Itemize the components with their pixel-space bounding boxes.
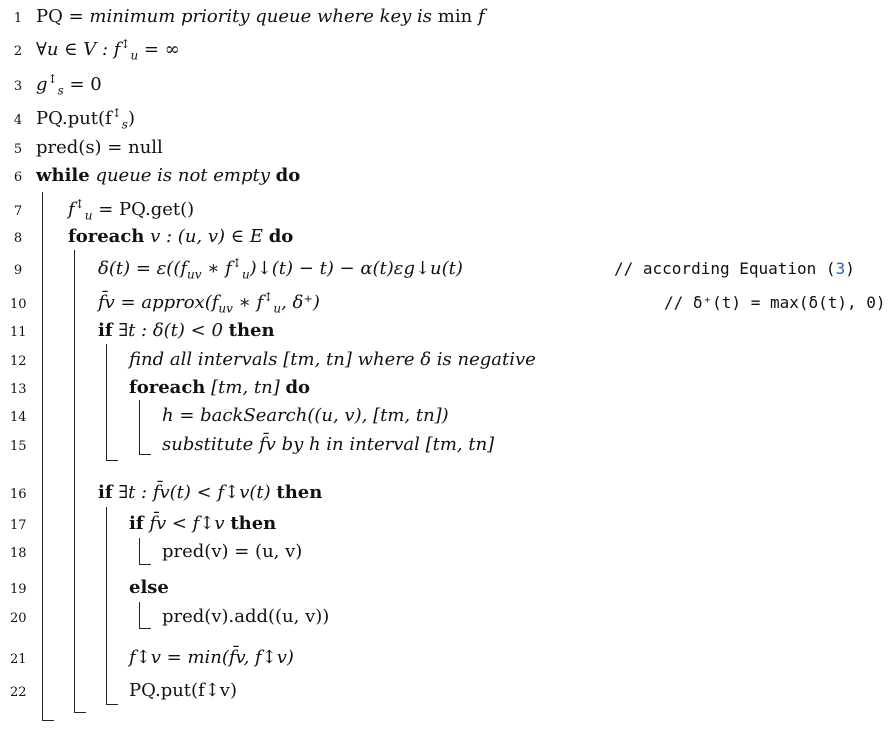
line-code [98,290,320,316]
line-tail: = ∞ [138,39,180,60]
line-italic-text: minimum priority queue where key is [89,6,433,27]
keyword-if: if [129,513,144,534]
line-text: f̄v < f↕v [143,513,231,534]
line-number: 1 [13,11,23,26]
line-number: 2 [13,44,23,59]
line-sub-uv: uv [187,267,202,282]
line-number: 5 [13,142,23,157]
line-code [98,480,322,506]
line-sup: ↕ [47,72,58,86]
line-text: PQ.put(f [36,108,112,129]
keyword-do: do [268,226,294,247]
line-number: 22 [10,685,27,700]
foreach-interval-block-end [139,454,151,455]
line-number: 13 [10,382,27,397]
line-sub: u [273,301,282,316]
line-text: PQ = [36,6,90,27]
line-code [129,511,276,537]
line-code [36,163,300,189]
line-sub-uv: uv [218,301,233,316]
line-sup: ↕ [111,106,122,120]
keyword-then: then [228,320,275,341]
line-number: 4 [13,113,23,128]
line-text: δ(t) = ε((f [98,258,188,279]
keyword-if: if [98,482,113,503]
line-number: 8 [13,231,23,246]
line-number: 12 [10,354,27,369]
keyword-do: do [275,165,301,186]
line-code [129,375,310,401]
line-code: find all intervals [tm, tn] where δ is negative [129,349,536,370]
if-delta-block-bar [106,344,107,460]
line-number: 18 [10,546,27,561]
keyword-then: then [276,482,323,503]
line-number: 14 [10,410,27,425]
line-number: 20 [10,611,27,626]
line-tail: ) [127,108,135,129]
line-text: f̄v = approx(f [98,292,219,313]
line-code [36,37,180,63]
keyword-foreach: foreach [68,226,145,247]
line-text: ∀u ∈ V : f [36,39,121,60]
if-fv-block-bar [106,507,107,704]
line-tail: = PQ.get() [92,199,195,220]
line-text: f [68,199,75,220]
keyword-then: then [230,513,277,534]
foreach-interval-block-bar [139,400,140,454]
line-var: f [477,6,485,27]
line-code [98,318,275,344]
line-text: v : (u, v) ∈ E [144,226,269,247]
line-sub: u [241,267,250,282]
line-sub: u [84,208,93,223]
comment-prefix: // δ⁺(t) = max(δ(t), 0) [664,293,886,312]
line-text: ∃t : δ(t) < 0 [112,320,229,341]
line-number: 21 [10,652,27,667]
line-code [68,197,194,223]
keyword-foreach: foreach [129,377,206,398]
line-sup: ↕ [231,256,242,270]
line-code [98,256,463,282]
line-code: pred(v).add((u, v)) [162,606,330,627]
foreach-edge-block-end [74,712,86,713]
line-code [68,224,293,250]
else-block-bar [139,602,140,628]
line-sup: ↕ [74,197,85,211]
line-number: 15 [10,439,27,454]
line-code: f↕v = min(f̄v, f↕v) [129,647,294,668]
line-tail: )↓(t) − t) − α(t)εg↓u(t) [249,258,463,279]
comment-prefix: // according Equation ( [614,259,836,278]
line-sup: ↕ [263,290,274,304]
line-code: substitute f̄v by h in interval [tm, tn] [162,434,495,455]
line-mid: ∗ f [201,258,232,279]
if-fv-block-end [106,704,118,705]
line-number: 6 [13,170,23,185]
line-sub: s [57,83,64,98]
line-tail: min [432,6,478,27]
line-tail: = 0 [63,74,102,95]
line-number: 16 [10,487,27,502]
line-text: g [36,74,48,95]
comment-suffix: ) [845,259,855,278]
equation-link[interactable]: 3 [835,259,846,278]
if-then-block-end [139,564,151,565]
while-block-end [42,720,54,721]
line-number: 7 [13,204,23,219]
line-text: ∃t : f̄v(t) < f↕v(t) [112,482,277,503]
line-code: pred(s) = null [36,137,163,158]
comment-equation-ref [614,256,855,282]
if-delta-block-end [106,460,118,461]
line-number: 9 [13,263,23,278]
line-code [36,72,102,98]
if-then-block-bar [139,538,140,564]
line-number: 19 [10,582,27,597]
line-sub: u [130,48,139,63]
keyword-else: else [129,577,169,598]
line-tail: , δ⁺) [281,292,320,313]
keyword-do: do [285,377,311,398]
line-sup: ↕ [120,37,131,51]
line-number: 3 [13,79,23,94]
line-number: 17 [10,518,27,533]
line-number: 10 [10,297,27,312]
foreach-edge-block-bar [74,250,75,712]
line-code: h = backSearch((u, v), [tm, tn]) [162,405,449,426]
line-mid: ∗ f [232,292,264,313]
else-block-end [139,628,151,629]
line-sub: s [121,117,128,132]
line-code [36,106,135,132]
keyword-if: if [98,320,113,341]
line-code: pred(v) = (u, v) [162,541,303,562]
line-number: 11 [10,325,27,340]
line-text: [tm, tn] [205,377,286,398]
comment-delta-plus [664,290,886,316]
while-block-bar [42,192,43,720]
line-italic-text: queue is not empty [89,165,276,186]
keyword-while: while [36,165,90,186]
line-code [36,4,485,30]
line-code: PQ.put(f↕v) [129,680,237,701]
